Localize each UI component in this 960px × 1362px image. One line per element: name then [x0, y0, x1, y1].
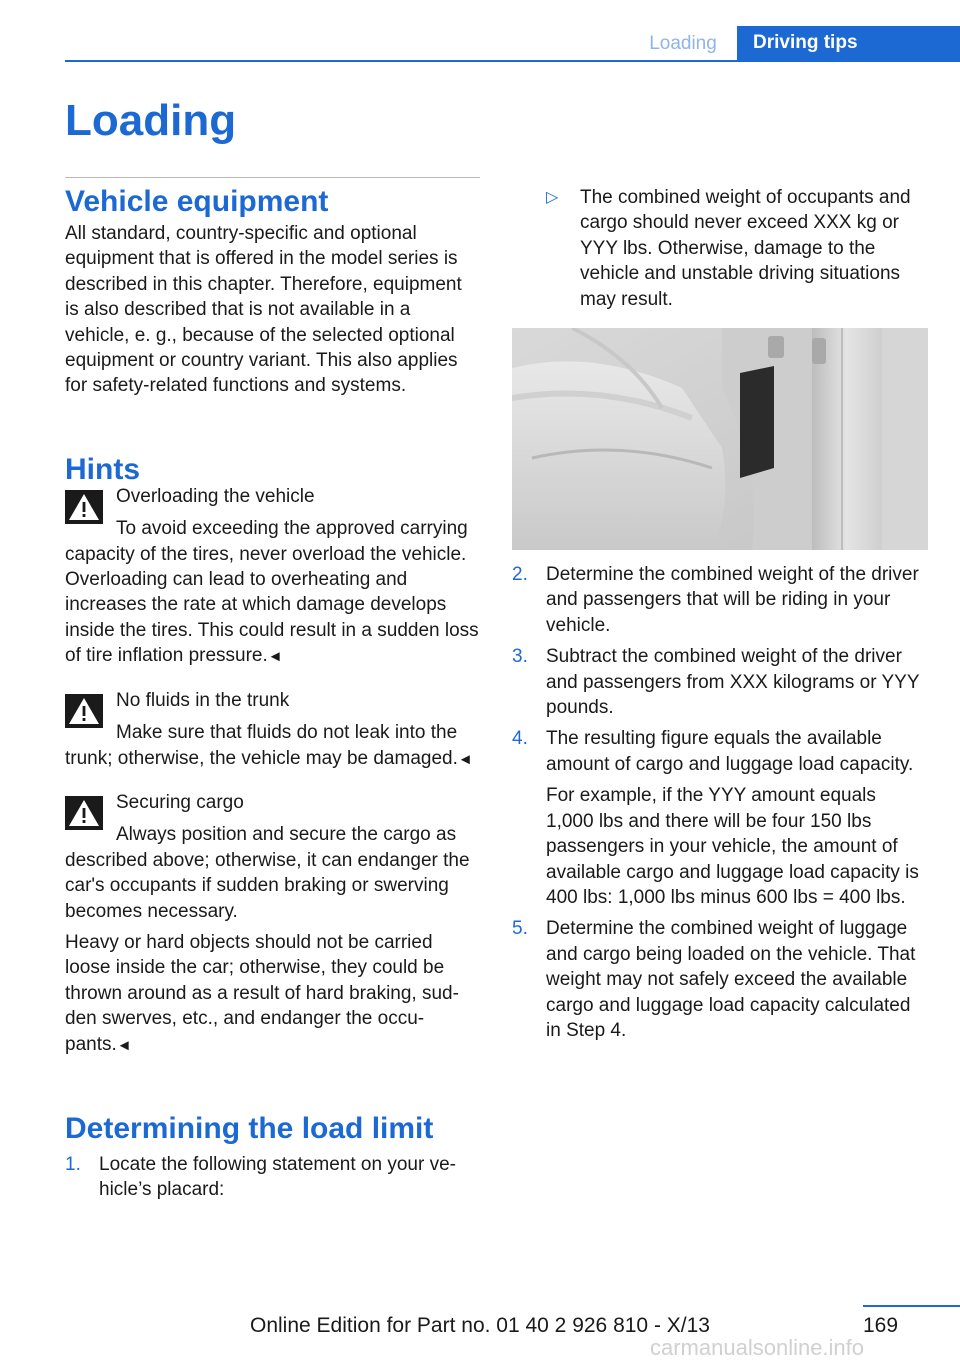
heading-vehicle-equipment: Vehicle equipment [65, 185, 329, 218]
placard-bullet [512, 185, 928, 312]
page-number-rule [863, 1305, 960, 1307]
list-item [512, 644, 928, 720]
step-number: 3. [512, 646, 528, 668]
warning-extra-text: Heavy or hard objects should not be carried loose inside the car; otherwise, they could be thrown around as a result of hard braking, sudden swerves, etc., and endanger the occupants.◄ [65, 931, 459, 1055]
step-text: Subtract the combined weight of the driver and passengers from XXX kilograms or YYY pounds. [546, 646, 920, 719]
list-item [512, 562, 928, 638]
warning-text: To avoid exceeding the approved carrying capacity of the tires, never overload the vehicle. Overloading can lead to overheating and increases the rate at which damage develops inside the tires. This could result in a sudden loss of tire inflation pressure.◄ [65, 518, 479, 667]
list-item [512, 726, 928, 910]
seat-door-illustration [512, 328, 928, 550]
load-limit-steps-start [65, 1152, 480, 1203]
warning-text: Make sure that fluids do not leak into the trunk; otherwise, the vehicle may be damaged.◄ [65, 722, 473, 769]
page-title: Loading [65, 96, 237, 145]
edition-footer: Online Edition for Part no. 01 40 2 926 810 - X/13 [250, 1314, 710, 1337]
load-limit-steps-continued [512, 562, 928, 1043]
bullet-arrow-icon: ▷ [546, 189, 559, 206]
header-tab-loading[interactable]: Loading [649, 33, 717, 54]
step-number: 4. [512, 728, 528, 750]
warning-overloading [65, 484, 480, 509]
header-tab-driving-tips[interactable]: Driving tips [737, 26, 960, 62]
warning-triangle-icon [65, 796, 103, 830]
warning-triangle-icon [65, 694, 103, 728]
step-text: Determine the combined weight of luggage and cargo being loaded on the vehicle. That weight may not safely exceed the available cargo and luggage load capacity calculated in Step 4. [546, 918, 916, 1041]
left-column [65, 183, 480, 1203]
warning-text: Always position and secure the cargo as described above; otherwise, it can endanger the car's occupants if sudden braking or swerving becomes necessary. [65, 824, 470, 922]
list-item [512, 916, 928, 1043]
watermark: carmanualsonline.info [650, 1335, 865, 1360]
step-number: 5. [512, 918, 528, 940]
warning-no-fluids [65, 688, 480, 713]
step-example: For example, if the YYY amount equals 1,000 lbs and there will be four 150 lbs passengers in your vehicle, the amount of available cargo and luggage load capacity is 400 lbs: 1,000 lbs minus 600 lbs = 400 lbs. [546, 785, 919, 908]
heading-load-limit: Determining the load limit [65, 1111, 434, 1145]
step-number: 1. [65, 1153, 81, 1175]
list-item [512, 185, 928, 312]
seat-placard-image [512, 328, 928, 550]
warning-title: No fluids in the trunk [116, 689, 290, 711]
step-number: 2. [512, 564, 528, 586]
list-item [65, 1152, 480, 1203]
warning-securing-cargo [65, 790, 480, 815]
page-number: 169 [863, 1314, 899, 1337]
header-rule [65, 60, 960, 62]
warning-triangle-icon [65, 490, 103, 524]
right-column [512, 185, 928, 1043]
warning-title: Securing cargo [116, 791, 244, 813]
title-divider [65, 177, 480, 178]
heading-hints: Hints [65, 452, 140, 486]
step-text: The resulting figure equals the available amount of cargo and luggage load capacity. [546, 728, 914, 775]
step-text: Locate the following statement on your vehicle’s placard: [99, 1153, 456, 1201]
warning-title: Overloading the vehicle [116, 485, 315, 507]
bullet-text: The combined weight of occupants and cargo should never exceed XXX kg or YYY lbs. Otherwise, damage to the vehicle and unstable driving situations may result. [580, 187, 911, 310]
step-text: Determine the combined weight of the driver and passengers that will be riding in your vehicle. [546, 564, 919, 636]
vehicle-equipment-text: All standard, country-specific and optional equipment that is offered in the model series is described in this chapter. Therefore, equipment is also described that is not available in a vehicle, e. g., because of the selected optional equipment or country variant. This also applies for safety-related functions and systems. [65, 223, 462, 397]
